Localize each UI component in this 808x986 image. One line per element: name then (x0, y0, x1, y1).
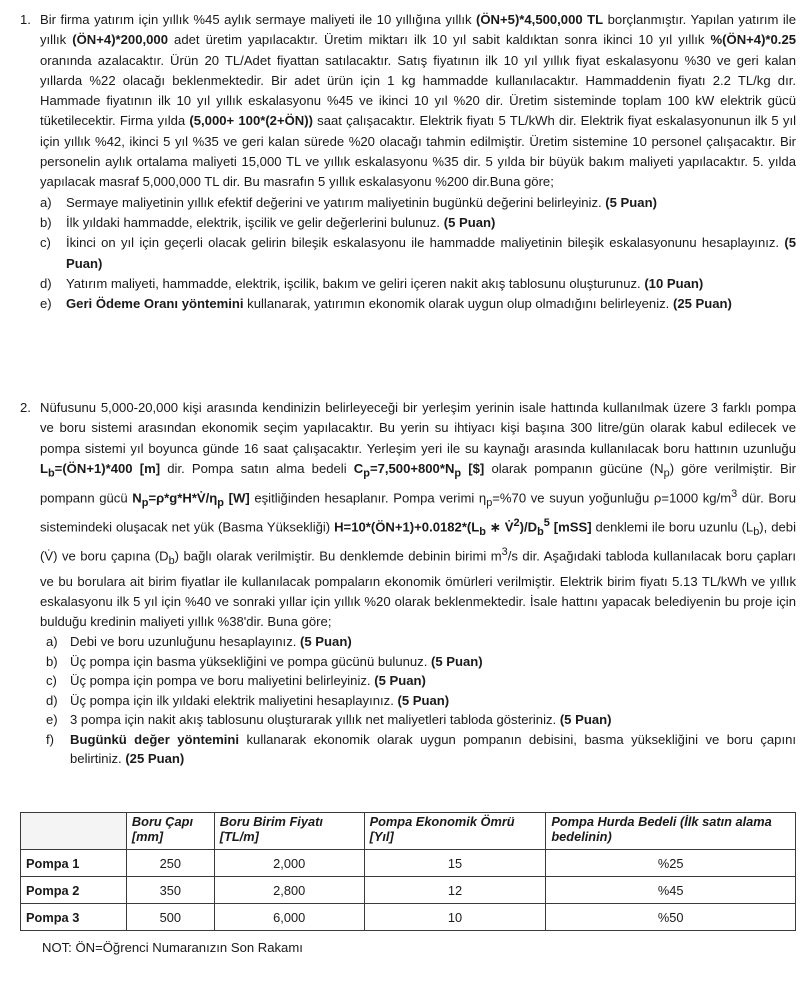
text-run: Yatırım maliyeti, hammadde, elektrik, işcilik, bakım ve geliri içeren nakit akış tablosunu oluşturunuz. (66, 275, 645, 291)
text-run: ) göre verilmiştir. Bir pompann gücü (40, 460, 796, 506)
text-run: [$] (461, 460, 485, 476)
text-run: b (753, 526, 760, 539)
text-run: b (48, 467, 55, 480)
question-2-text (40, 398, 796, 632)
subquestion-e (40, 294, 796, 314)
subquestion-text (70, 634, 352, 649)
pump-name: Pompa 2 (21, 877, 127, 904)
pump-scrap: %45 (546, 877, 796, 904)
text-run: Debi ve boru uzunluğunu hesaplayınız. (70, 634, 301, 650)
subquestion-label: b) (46, 653, 58, 669)
question-2-number: 2. (20, 400, 31, 415)
text-run: =7,500+800*N (369, 460, 455, 476)
text-run: 3 (731, 487, 738, 500)
text-run: H=10*(ÖN+1)+0.0182*(L (334, 519, 480, 535)
subquestion-text (70, 732, 796, 767)
text-run: /s dir. Aşağıdaki tabloda kullanılacak boru çapları ve bu borulara ait birim fiyatlar ile kullanılacak pompaların ekonomik ömürleri verilmiştir. Elektrik birim fiyatı 5.13 TL/kWh ve yıllık eskalasyonu ilk 5 yıl için %40 ve sonraki yıllar için yıllık %20 olarak beklenmektedir. İsale hattını yapacak belediyenin bu proje için bulduğu kredinin maliyeti yıllık %38'dir. Buna göre; (40, 548, 796, 630)
text-run: (25 Puan) (125, 751, 185, 767)
subquestion-text (66, 235, 796, 270)
subquestion-b (46, 652, 796, 672)
text-run: Sermaye maliyetinin yıllık efektif değerini ve yatırım maliyetinin bugünkü değerini belirleyiniz. (66, 194, 606, 210)
subquestion-d (46, 691, 796, 711)
question-1 (20, 10, 796, 314)
pump-life: 12 (364, 877, 546, 904)
pump-scrap: %50 (546, 904, 796, 931)
subquestion-label: a) (46, 634, 58, 650)
subquestion-text (66, 195, 657, 210)
subquestion-text (70, 693, 449, 708)
text-run: (ÖN+4)*200,000 (72, 32, 168, 48)
text-run: 3 pompa için nakit akış tablosunu oluşturarak yıllık net maliyetleri tabloda gösteriniz. (70, 712, 560, 728)
pump-name: Pompa 1 (21, 850, 127, 877)
text-run: Geri Ödeme Oranı yöntemini (66, 296, 244, 312)
text-run: (5 Puan) (397, 692, 450, 708)
pump-scrap: %25 (546, 850, 796, 877)
pipe-unit-price: 2,800 (214, 877, 364, 904)
subquestion-c (40, 233, 796, 274)
text-run: 3 (501, 546, 508, 559)
text-run: 2 (513, 517, 520, 530)
text-run: (5 Puan) (300, 634, 352, 650)
text-run: 5 (543, 517, 550, 530)
pump-name: Pompa 3 (21, 904, 127, 931)
text-run: (25 Puan) (672, 296, 732, 312)
text-run: b (168, 555, 175, 568)
pump-life: 10 (364, 904, 546, 931)
subquestion-label: e) (40, 296, 52, 312)
text-run: Üç pompa için basma yüksekliğini ve pompa gücünü bulunuz. (70, 653, 432, 669)
subquestion-a (46, 632, 796, 652)
subquestion-text (66, 215, 495, 230)
text-run: p (141, 496, 149, 509)
subquestion-label: e) (46, 712, 58, 728)
subquestion-label: a) (40, 194, 52, 210)
subquestion-e (46, 710, 796, 730)
subquestion-text (70, 673, 426, 688)
pump-life: 15 (364, 850, 546, 877)
text-run: (5 Puan) (605, 194, 657, 210)
pipe-unit-price: 6,000 (214, 904, 364, 931)
text-run: borçlanmıştır. Yapılan yatırım ile yıllık (40, 12, 796, 48)
text-run: adet üretim yapılacaktır. Üretim miktarı ilk 10 yıl sabit kaldıktan sonra ikinci 10 yıl yıllık (167, 32, 711, 48)
table-row (21, 904, 796, 931)
subquestion-text (70, 654, 483, 669)
question-1-subquestions (40, 193, 796, 315)
text-run: b (479, 526, 486, 539)
subquestion-label: c) (40, 235, 51, 251)
subquestion-label: d) (40, 275, 52, 291)
pipe-diameter: 250 (126, 850, 214, 877)
subquestion-text (70, 712, 611, 727)
text-run: İlk yıldaki hammadde, elektrik, işcilik ve gelir değerlerini bulunuz. (66, 214, 444, 230)
subquestion-text (66, 296, 732, 311)
subquestion-b (40, 213, 796, 233)
subquestion-label: d) (46, 692, 58, 708)
subquestion-text (66, 276, 703, 291)
text-run: =ρ*g*H*V̇/η (148, 490, 218, 506)
text-run: b (537, 526, 544, 539)
question-1-number: 1. (20, 12, 31, 27)
text-run: (5 Puan) (374, 673, 426, 689)
text-run: saat çalışacaktır. Elektrik fiyatı 5 TL/kWh dir. Elektrik fiyat eskalasyonunun ilk 5 yıl için yıllık %42, ikinci 5 yıl %35 ve geri kalan sürede %20 olacağı tahmin edilmiştir. Üretim sistemine 10 personel çalışacaktır. Bir personelin aylık ortalama maliyeti 15,000 TL ve yıllık eskalasyonu %35 dir. 5 yılda bir büyük bakım maliyeti yapılacaktır. 5. yılda yapılacak masraf 5,000,000 TL dir. Bu masrafın 5 yıllık eskalasyonu %200 dir.Buna göre; (40, 113, 796, 190)
table-header-pump-life: Pompa Ekonomik Ömrü [Yıl] (364, 813, 546, 850)
text-run: denklemi ile boru uzunlu (L (591, 519, 754, 535)
subquestion-label: c) (46, 673, 57, 689)
subquestion-d (40, 274, 796, 294)
text-run: İkinci on yıl için geçerli olacak gelirin bileşik eskalasyonu ile hammadde maliyetinin bileşik eskalasyonunu hesaplayınız. (66, 235, 785, 251)
text-run: (5 Puan) (431, 653, 483, 669)
table-header-row (21, 813, 796, 850)
text-run: p (363, 467, 370, 480)
text-run: C (353, 460, 364, 476)
text-run: Bugünkü değer yöntemini (70, 731, 240, 747)
pipe-diameter: 500 (126, 904, 214, 931)
subquestion-label: b) (40, 214, 52, 230)
text-run: p (217, 496, 224, 509)
question-1-text (40, 10, 796, 193)
text-run: =%70 ve suyun yoğunluğu ρ=1000 kg/m (492, 490, 732, 506)
table-row (21, 877, 796, 904)
subquestion-a (40, 193, 796, 213)
text-run: olarak pompanın gücüne (N (484, 460, 664, 476)
text-run: kullanarak, yatırımın ekonomik olarak uygun olup olmadığını belirleyeniz. (243, 296, 673, 312)
text-run: Üç pompa için pompa ve boru maliyetini belirleyiniz. (70, 673, 375, 689)
question-2-subquestions (46, 632, 796, 769)
text-run: p (486, 496, 493, 509)
table-row (21, 850, 796, 877)
table-header-pipe-unit-price: Boru Birim Fiyatı [TL/m] (214, 813, 364, 850)
table-header-pump-scrap: Pompa Hurda Bedeli (İlk satın alama bedelinin) (546, 813, 796, 850)
pipe-unit-price: 2,000 (214, 850, 364, 877)
text-run: ) bağlı olarak verilmiştir. Bu denklemde debinin birimi m (174, 548, 502, 564)
text-run: eşitliğinden hesaplanır. Pompa verimi η (249, 490, 487, 506)
text-run: Bir firma yatırım için yıllık %45 aylık sermaye maliyeti ile 10 yıllığına yıllık (40, 12, 477, 27)
text-run: =(ÖN+1)*400 [m] (54, 460, 161, 476)
footnote: NOT: ÖN=Öğrenci Numaranızın Son Rakamı (42, 940, 303, 955)
text-run: p (454, 467, 462, 480)
text-run: (5 Puan) (443, 214, 496, 230)
text-run: oranında azalacaktır. Ürün 20 TL/Adet fiyattan satılacaktır. Satış fiyatının ilk 10 yıl yıllık fiyat eskalasyonu %30 ve geri kalan yıllarda %22 olacağı beklenmektedir. Bir adet ürün için 1 kg hammadde kullanılacaktır. Hammaddenin fiyatı 2.2 TL/kg dır. Hammade fiyatının ilk 10 yıl yıllık eskalasyonu %45 ve ikinci 10 yıl %20 dir. Üretim sisteminde toplam 100 kW elektrik gücü tüketilecektir. Firma yılda (40, 52, 796, 129)
text-run: (5 Puan) (559, 712, 612, 728)
pump-pipe-table (20, 812, 796, 931)
text-run: kullanarak ekonomik olarak uygun pompanın debisini, basma yüksekliğini ve boru çapını belirtiniz. (70, 731, 797, 767)
text-run: (10 Puan) (644, 275, 704, 291)
text-run: p (663, 467, 670, 480)
text-run: (5,000+ 100*(2+ÖN)) (189, 113, 313, 129)
text-run: (5 Puan) (66, 235, 796, 271)
text-run: Nüfusunu 5,000-20,000 kişi arasında kendinizin belirleyeceği bir yerleşim yerinin isale hattında kullanılmak üzere 3 farklı pompa ve boru sistemi arasından ekonomik seçim yapılacaktır. Bu yerin su ihtiyacı kişi başına 300 litre/gün olarak kabul edilecek ve pompa sistemi yıl boyunca günde 16 saat çalışacaktır. Yerleşim yeri ile su kaynağı arasında kullanılacak boru hattının uzunluğu (40, 400, 796, 456)
subquestion-c (46, 671, 796, 691)
text-run: ∗ V̇ (485, 519, 514, 535)
text-run: [W] (223, 490, 250, 506)
question-2 (20, 398, 796, 769)
pipe-diameter: 350 (126, 877, 214, 904)
text-run: L (40, 460, 48, 476)
text-run: dir. Pompa satın alma bedeli (160, 460, 354, 476)
text-run: (ÖN+5)*4,500,000 TL (476, 12, 604, 27)
text-run: dür. Boru sistemindeki oluşacak net yük (Basma Yüksekliği) (40, 490, 797, 535)
text-run: [mSS] (549, 519, 592, 535)
text-run: ), debi (V̇) ve boru çapına (D (40, 519, 796, 564)
subquestion-f (46, 730, 796, 769)
text-run: )/D (519, 519, 538, 535)
table-header-pipe-diameter: Boru Çapı [mm] (126, 813, 214, 850)
text-run: N (132, 490, 142, 506)
text-run: %(ÖN+4)*0.25 (710, 32, 797, 48)
subquestion-label: f) (46, 731, 54, 747)
text-run: Üç pompa için ilk yıldaki elektrik maliyetini hesaplayınız. (70, 692, 398, 708)
table-header-blank (21, 813, 127, 850)
